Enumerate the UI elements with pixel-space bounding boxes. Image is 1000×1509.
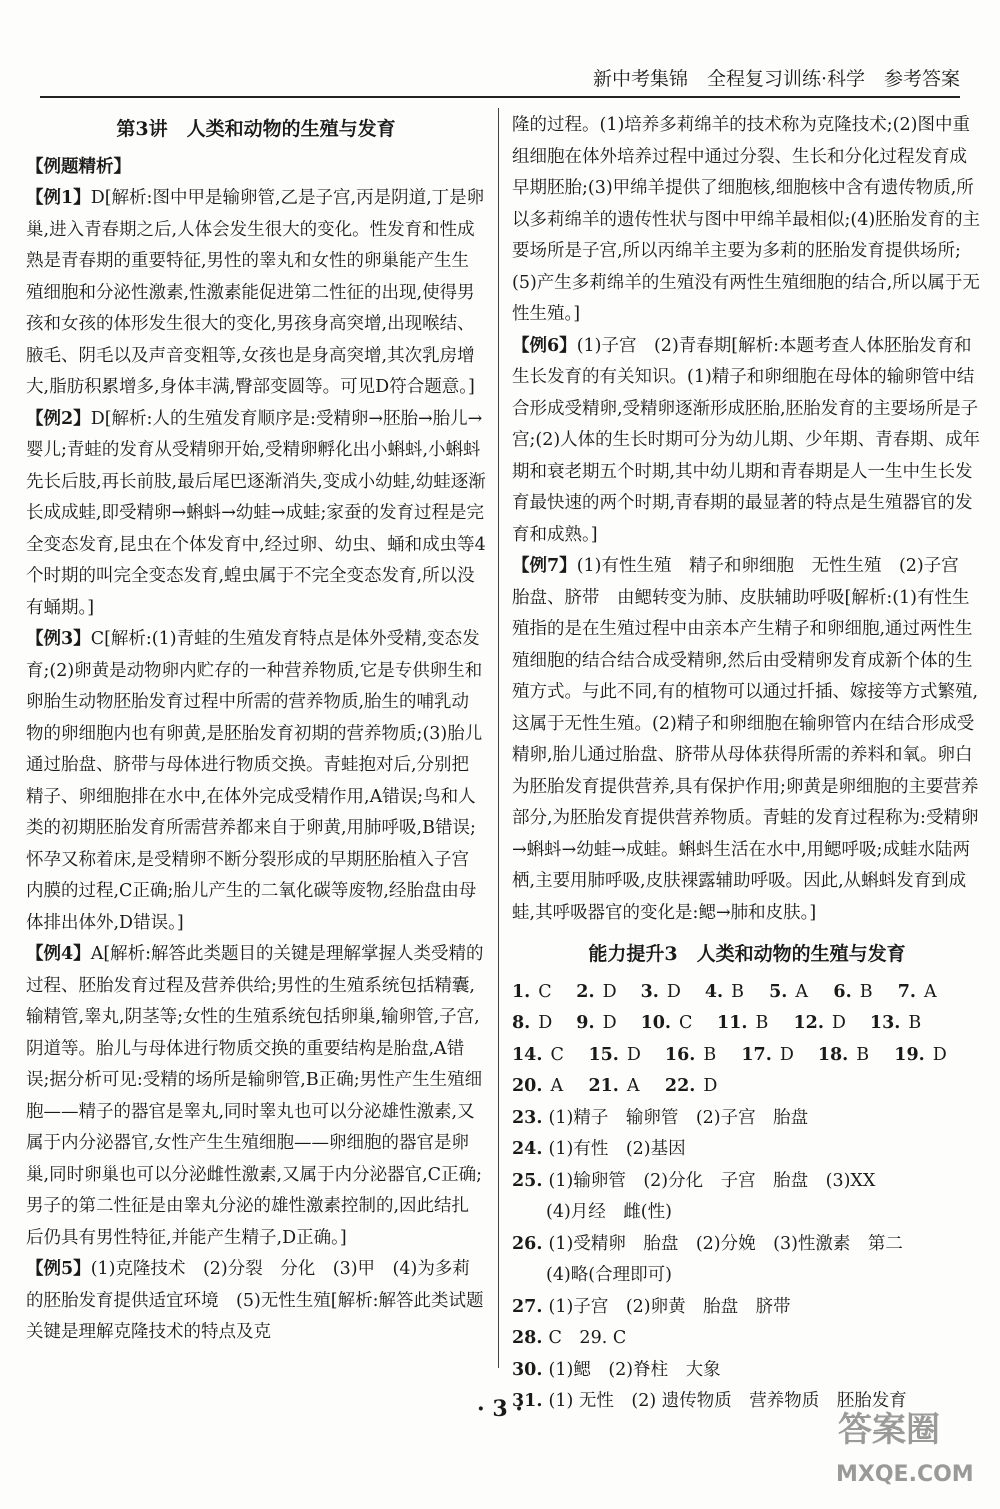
example-item [26, 1254, 486, 1349]
example-text: D[解析:人的生殖发育顺序是:受精卵→胚胎→胎儿→婴儿;青蛙的发育从受精卵开始,受精卵孵化出小蝌蚪,小蝌蚪先长后肢,再长前肢,最后尾巴逐渐消失,变成小幼蛙,幼蛙逐渐长成成蛙,即受精卵→蝌蚪→幼蛙→成蛙;家蚕的发育过程是完全变态发育,昆虫在个体发育中,经过卵、幼虫、蛹和成虫等4个时期的叫完全变态发育,蝗虫属于不完全变态发育,所以没有蛹期。] [26, 408, 486, 618]
example-tag: 【例6】 [512, 335, 577, 356]
lesson-heading: 第3讲 人类和动物的生殖与发育 [116, 118, 396, 140]
question-number: 2. [576, 981, 595, 1002]
answer-text: (1)精子 输卵管 (2)子宫 胎盘 [548, 1107, 809, 1128]
answer-choice: D [538, 1013, 553, 1033]
column-divider [498, 108, 499, 1368]
answer-text: (1)输卵管 (2)分化 子宫 胎盘 (3)XX [548, 1170, 876, 1191]
answer-choice: D [932, 1044, 947, 1065]
question-number: 5. [769, 981, 788, 1002]
question-number: 1. [512, 981, 531, 1002]
answer-choice: B [856, 1044, 870, 1065]
answer-line [512, 1260, 982, 1292]
question-number: 31. [512, 1391, 549, 1411]
answer-line [512, 1355, 982, 1387]
watermark-bottom: MXQE.COM [836, 1462, 974, 1487]
answer-line [512, 1229, 982, 1261]
running-header: 新中考集锦 全程复习训练·科学 参考答案 [40, 62, 960, 98]
watermark-logo [828, 1401, 978, 1491]
answer-choice: D [779, 1044, 794, 1065]
answer-choice: D [626, 1044, 641, 1065]
answer-choice: D [602, 981, 617, 1002]
answer-choice: D [703, 1076, 718, 1096]
question-number: 27. [512, 1296, 549, 1317]
question-number: 18. [817, 1044, 849, 1065]
answer-choice: A [795, 981, 809, 1002]
page-number: · 3 · [477, 1396, 523, 1422]
question-number: 7. [897, 981, 916, 1002]
answer-line [512, 1166, 982, 1198]
question-number: 3. [640, 981, 659, 1002]
question-number: 25. [512, 1170, 549, 1191]
mc-row [512, 1008, 982, 1040]
answer-line [512, 1134, 982, 1166]
answer-choice: B [908, 1013, 922, 1033]
example-item [26, 183, 486, 404]
example-item [26, 404, 486, 625]
answer-text: (1)受精卵 胎盘 (2)分娩 (3)性激素 第二 [548, 1233, 903, 1254]
watermark-top: 答案圈 [838, 1410, 940, 1450]
question-number: 28. [512, 1328, 549, 1348]
question-number: 23. [512, 1107, 549, 1128]
answer-line [512, 1292, 982, 1324]
continuation-text: 隆的过程。(1)培养多莉绵羊的技术称为克隆技术;(2)图中重组细胞在体外培养过程中通过分裂、生长和分化过程发育成早期胚胎;(3)甲绵羊提供了细胞核,细胞核中含有遗传物质,所以多莉绵羊的遗传性状与图中甲绵羊最相似;(4)胚胎发育的主要场所是子宫,所以丙绵羊主要为多莉的胚胎发育提供场所;(5)产生多莉绵羊的生殖没有两性生殖细胞的结合,所以属于无性生殖。] [512, 115, 981, 324]
question-number: 30. [512, 1359, 549, 1380]
question-number: 24. [512, 1139, 549, 1159]
question-number: 8. [512, 1013, 531, 1033]
answer-choice: B [859, 981, 873, 1002]
question-number: 11. [717, 1013, 748, 1033]
question-number: 17. [741, 1044, 772, 1065]
example-tag: 【例3】 [26, 629, 91, 649]
mc-row [512, 977, 982, 1009]
question-number: 16. [664, 1044, 696, 1065]
example-text: D[解析:图中甲是输卵管,乙是子宫,丙是阴道,丁是卵巢,进入青春期之后,人体会发生很大的变化。性发育和性成熟是青春期的重要特征,男性的睾丸和女性的卵巢能产生生殖细胞和分泌性激素,性激素能促进第二性征的出现,使得男孩和女孩的体形发生很大的变化,男孩身高突增,出现喉结、腋毛、阴毛以及声音变粗等,女孩也是身高突增,其次乳房增大,脂肪积累增多,身体丰满,臀部变圆等。可见D符合题意。] [26, 188, 485, 397]
question-number: 6. [833, 981, 852, 1002]
right-column [512, 110, 982, 1418]
answer-text: C 29. C [548, 1328, 627, 1348]
question-number: 12. [793, 1013, 824, 1033]
example-item [512, 331, 982, 552]
answer-choice: A [626, 1076, 640, 1096]
question-number: 4. [704, 981, 724, 1002]
answers [512, 1103, 982, 1418]
example-tag: 【例1】 [26, 188, 91, 208]
answer-choice: B [703, 1044, 717, 1065]
question-number: 10. [640, 1013, 672, 1033]
example-item [26, 624, 486, 939]
answer-choice: D [831, 1013, 846, 1033]
question-number: 26. [512, 1233, 549, 1254]
mc-answers [512, 977, 982, 1103]
answer-choice: B [755, 1013, 769, 1033]
question-number: 15. [588, 1044, 619, 1065]
question-number: 22. [664, 1076, 696, 1096]
answer-choice: C [538, 981, 552, 1002]
answer-choice: A [923, 981, 937, 1002]
example-text: (1)子宫 (2)青春期[解析:本题考查人体胚胎发育和生长发育的有关知识。(1)精子和卵细胞在母体的输卵管中结合形成受精卵,受精卵逐渐形成胚胎,胚胎发育的主要场所是子宫;(2)人体的生长时期可分为幼儿期、少年期、青春期、成年期和衰老期五个时期,其中幼儿期和青春期是人一生中生长发育最快速的两个时期,青春期的最显著的特点是生殖器官的发育和成熟。] [512, 335, 981, 545]
answer-text: (1)子宫 (2)卵黄 胎盘 脐带 [548, 1296, 791, 1317]
question-number: 20. [512, 1076, 543, 1096]
example-text: (1)有性生殖 精子和卵细胞 无性生殖 (2)子宫 胎盘、脐带 由鳃转变为肺、皮肤辅助呼吸[解析:(1)有性生殖指的是在生殖过程中由亲本产生精子和卵细胞,通过两性生殖细胞的结合结合成受精卵,然后由受精卵发育成新个体的生殖方式。与此不同,有的植物可以通过扦插、嫁接等方式繁殖,这属于无性生殖。(2)精子和卵细胞在输卵管内在结合形成受精卵,胎儿通过胎盘、脐带从母体获得所需的养料和氧。卵白为胚胎发育提供营养,具有保护作用;卵黄是卵细胞的主要营养部分,为胚胎发育提供营养物质。青蛙的发育过程称为:受精卵→蝌蚪→幼蛙→成蛙。蝌蚪生活在水中,用鳃呼吸;成蛙水陆两栖,主要用肺呼吸,皮肤裸露辅助呼吸。因此,从蝌蚪发育到成蛙,其呼吸器官的变化是:鳃→肺和皮肤。] [512, 556, 979, 923]
answer-text: (4)月经 雌(性) [546, 1202, 672, 1222]
example-tag: 【例7】 [512, 556, 577, 576]
question-number: 21. [588, 1076, 619, 1096]
example-tag: 【例2】 [26, 408, 91, 429]
question-number: 14. [512, 1044, 543, 1065]
question-number: 19. [894, 1044, 925, 1065]
answer-choice: D [602, 1013, 617, 1033]
answer-choice: C [679, 1013, 693, 1033]
example-tag: 【例4】 [26, 944, 91, 964]
answer-text: (1)有性 (2)基因 [548, 1139, 686, 1159]
left-column [26, 110, 486, 1349]
answer-choice: A [550, 1076, 564, 1096]
answer-line [512, 1103, 982, 1135]
example-text: (1)克隆技术 (2)分裂 分化 (3)甲 (4)为多莉的胚胎发育提供适宜环境 (5)无性生殖[解析:解答此类试题关键是理解克隆技术的特点及克 [26, 1259, 484, 1342]
example-tag: 【例5】 [26, 1259, 91, 1279]
answer-line [512, 1197, 982, 1229]
mc-row [512, 1040, 982, 1072]
answer-choice: C [550, 1044, 564, 1065]
answer-choice: B [731, 981, 744, 1002]
left-examples [26, 183, 486, 1349]
answer-choice: D [666, 981, 681, 1002]
answer-text: (1) 无性 (2) 遗传物质 营养物质 胚胎发育 [548, 1391, 907, 1411]
answer-text: (1)鳃 (2)脊柱 大象 [548, 1359, 721, 1380]
example-item [26, 939, 486, 1254]
answer-text: (4)略(合理即可) [546, 1265, 672, 1285]
example-text: C[解析:(1)青蛙的生殖发育特点是体外受精,变态发育;(2)卵黄是动物卵内贮存的一种营养物质,它是专供卵生和卵胎生动物胚胎发育过程中所需的营养物质,胎生的哺乳动物的卵细胞内也有卵黄,是胚胎发育初期的营养物质;(3)胎儿通过胎盘、脐带与母体进行物质交换。青蛙抱对后,分别把精子、卵细胞排在水中,在体外完成受精作用,A错误;鸟和人类的初期胚胎发育所需营养都来自于卵黄,用肺呼吸,B错误;怀孕又称着床,是受精卵不断分裂形成的早期胚胎植入子宫内膜的过程,C正确;胎儿产生的二氧化碳等废物,经胎盘由母体排出体外,D错误。] [26, 629, 483, 933]
mc-row [512, 1071, 982, 1103]
question-number: 13. [869, 1013, 901, 1033]
ability-heading: 能力提升3 人类和动物的生殖与发育 [588, 943, 906, 965]
answer-line [512, 1323, 982, 1355]
right-examples [512, 331, 982, 930]
section-label: 【例题精析】 [26, 156, 131, 177]
example-item [512, 551, 982, 929]
question-number: 9. [576, 1013, 595, 1033]
example-text: A[解析:解答此类题目的关键是理解掌握人类受精的过程、胚胎发育过程及营养供给;男性的生殖系统包括精囊,输精管,睾丸,阴茎等;女性的生殖系统包括卵巢,输卵管,子宫,阴道等。胎儿与母体进行物质交换的重要结构是胎盘,A错误;据分析可见:受精的场所是输卵管,B正确;男性产生生殖细胞——精子的器官是睾丸,同时睾丸也可以分泌雄性激素,又属于内分泌器官,女性产生生殖细胞——卵细胞的器官是卵巢,同时卵巢也可以分泌雌性激素,又属于内分泌器官,C正确;男子的第二性征是由睾丸分泌的雄性激素控制的,因此结扎后仍具有男性特征,并能产生精子,D正确。] [26, 944, 484, 1248]
